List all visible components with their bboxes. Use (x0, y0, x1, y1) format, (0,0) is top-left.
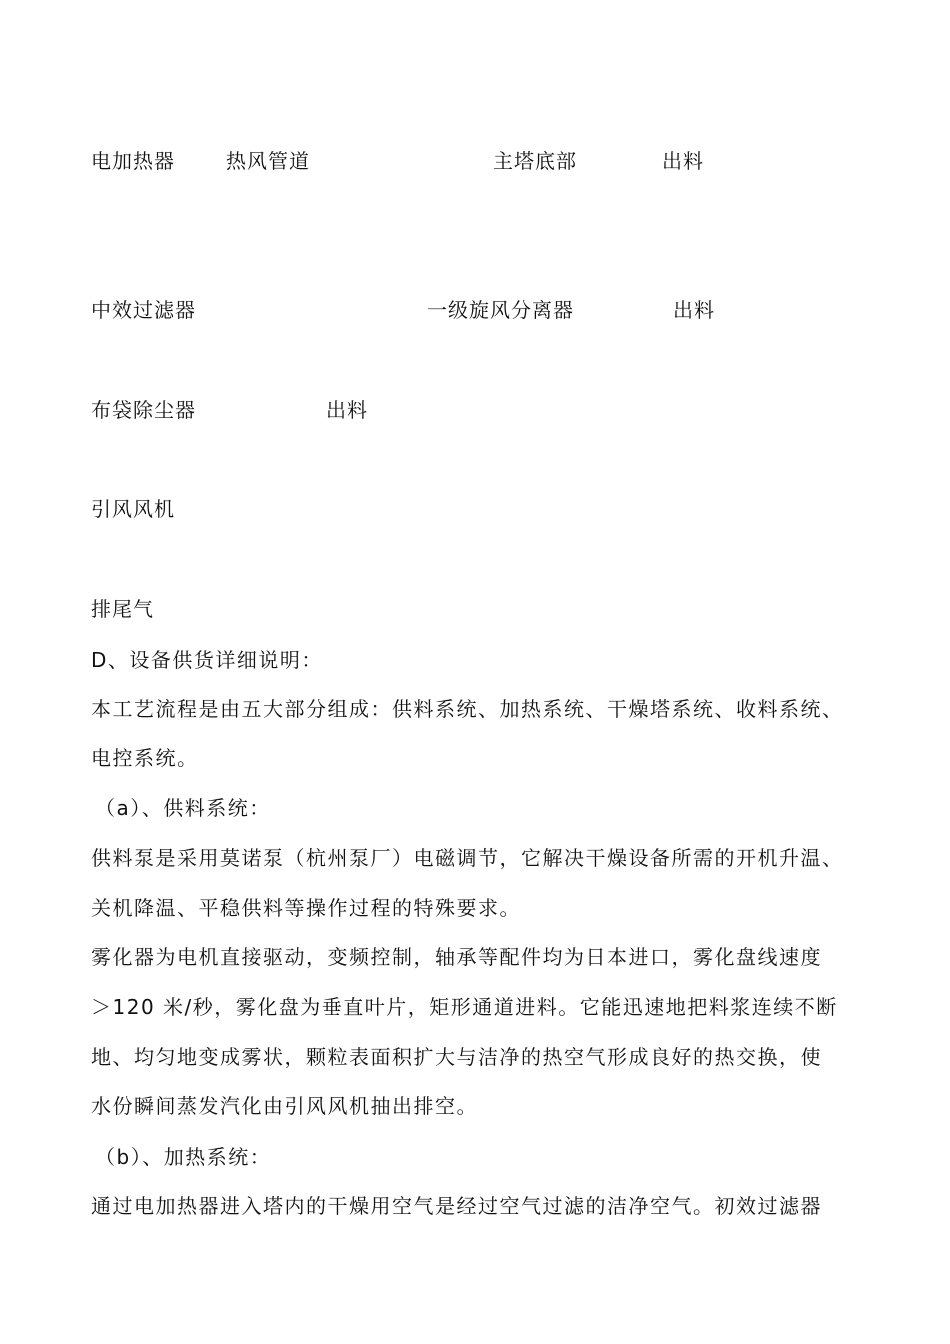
section-a-paragraph-line: ＞120 米/秒，雾化盘为垂直叶片，矩形通道进料。它能迅速地把料浆连续不断 (91, 995, 838, 1019)
label-main-tower-bottom: 主塔底部 (493, 149, 577, 173)
section-d-heading: D、设备供货详细说明： (91, 648, 323, 672)
section-b-heading: （b）、加热系统： (95, 1145, 272, 1169)
label-discharge: 出料 (662, 149, 704, 173)
label-hot-air-duct: 热风管道 (226, 149, 310, 173)
label-cyclone-separator: 一级旋风分离器 (427, 298, 574, 322)
label-electric-heater: 电加热器 (91, 149, 175, 173)
section-b-paragraph-line: 通过电加热器进入塔内的干燥用空气是经过空气过滤的洁净空气。初效过滤器 (91, 1194, 822, 1218)
label-induced-fan: 引风风机 (91, 497, 175, 521)
label-bag-filter: 布袋除尘器 (91, 398, 196, 422)
label-discharge: 出料 (673, 298, 715, 322)
section-a-paragraph-line: 地、均匀地变成雾状，颗粒表面积扩大与洁净的热空气形成良好的热交换，使 (91, 1045, 822, 1069)
label-exhaust: 排尾气 (91, 597, 154, 621)
section-a-paragraph-line: 供料泵是采用莫诺泵（杭州泵厂）电磁调节，它解决干燥设备所需的开机升温、 (91, 846, 844, 870)
section-a-heading: （a）、供料系统： (95, 796, 271, 820)
section-d-intro-line: 电控系统。 (91, 746, 199, 770)
section-a-paragraph-line: 关机降温、平稳供料等操作过程的特殊要求。 (91, 896, 521, 920)
section-d-intro-line: 本工艺流程是由五大部分组成：供料系统、加热系统、干燥塔系统、收料系统、 (91, 697, 844, 721)
label-discharge: 出料 (326, 398, 368, 422)
section-a-paragraph-line: 水份瞬间蒸发汽化由引风风机抽出排空。 (91, 1094, 478, 1118)
label-medium-filter: 中效过滤器 (91, 298, 196, 322)
section-a-paragraph-line: 雾化器为电机直接驱动，变频控制，轴承等配件均为日本进口，雾化盘线速度 (91, 945, 822, 969)
